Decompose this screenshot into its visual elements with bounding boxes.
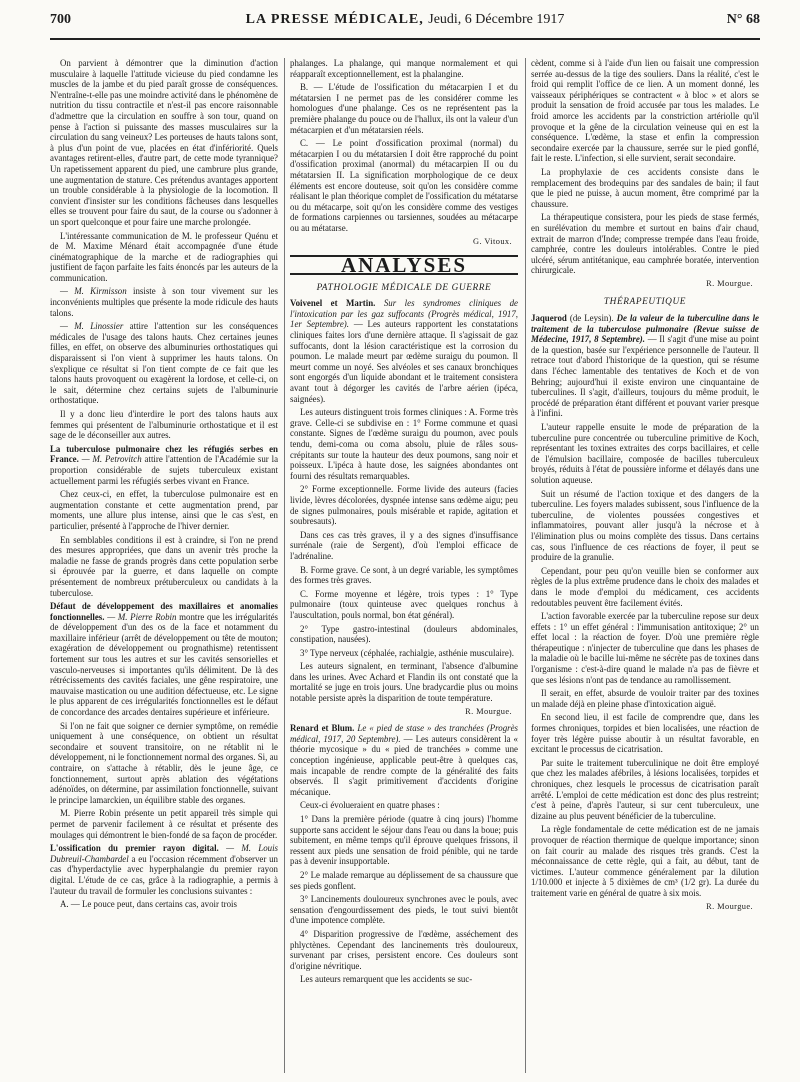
article-reference: Sur les syndromes cliniques de l'intoxication par les gaz suffocants (Progrès médical, 1917, 1er Septembre). [290, 298, 518, 330]
paragraph: Suit un résumé de l'action toxique et des dangers de la tuberculine. Les foyers malades subissent, sous l'influence de la tuberculine, de violentes poussées congestives et inflammatoires, pouvant aller jusqu'à la nécrose et à l'élimination plus ou moins complète des tissus. Dans certains cas, sous l'influence de ces réactions de foyer, il peut se produire de la granulie. [531, 488, 759, 563]
article-reference: De la valeur de la tuberculine dans le traitement de la tuberculose pulmonaire (Revue suisse de Médecine, 1917, 8 Septembre). [531, 313, 759, 345]
paragraph: Chez ceux-ci, en effet, la tuberculose pulmonaire est en augmentation constante et cette augmentation prend, par moments, une allure plus intense, ainsi que le cas s'est, en particulier, présenté à l'approche de l'hiver dernier. [50, 489, 278, 531]
column-2 [290, 58, 518, 1076]
paragraph: C. — Le point d'ossification proximal (normal) du métacarpien I ou du métatarsien I doit être rapproché du point d'ossification proximal (anormal) du métacarpien II ou du métatarsien II. La signification morphologique de ce deux éléments est encore douteuse, soit qu'on les considère comme réalisant le plan théorique complet de l'ossification du métatarse ou du métacarpe, soit qu'on les considère comme des vestiges de formations carpiennes ou tarsiennes, soudées au métacarpe ou au métatarse. [290, 138, 518, 233]
column-divider [525, 58, 526, 1073]
paragraph: L'intéressante communication de M. le professeur Quénu et de M. Maxime Ménard était accompagnée d'une étude cinématographique de la marche et de radiographies qui justifient de façon parfaite les faits énoncés par les auteurs de la communication. [50, 230, 278, 283]
paragraph [50, 444, 278, 486]
speaker-name: — M. Petrovitch [78, 454, 142, 465]
column-1 [50, 58, 278, 1076]
paragraph: 3° Type nerveux (céphalée, rachialgie, asthénie musculaire). [300, 647, 514, 658]
paragraph: 4° Disparition progressive de l'œdème, asséchement des phlyctènes. Cependant des lancinements très douloureux, survenant par crises, persistent encore. Ces douleurs sont d'origine névritique. [290, 928, 518, 971]
paragraph: La thérapeutique consistera, pour les pieds de stase fermés, en surélévation du membre et surtout en bains d'air chaud, extrait de marron d'Inde; compresse trempée dans l'eau froide, camphrée, contre les douleurs intolérables. Contre le pied ulcéré, sérum antitétanique, eau camphrée boratée, intervention chirurgicale. [531, 212, 759, 276]
speaker-name: — M. Louis Dubreuil-Chambardel [50, 843, 278, 864]
paragraph-text: — Les auteurs considèrent la « théorie mycosique » du « pied de tranchées » comme une conception ingénieuse, applicable peut-être à quelques cas, mais incapable de rendre compte de la généralité des faits observés. Il s'agit primitivement d'accidents d'origine mécanique. [290, 733, 518, 797]
paragraph [50, 321, 278, 406]
topic-title: Défaut de développement des maxillaires et anomalies fonctionnelles. [50, 601, 278, 622]
paragraph: M. Pierre Robin présente un petit appareil très simple qui permet de parvenir facilement à ce résultat et présente des moulages qui démontrent le bien-fondé de sa façon de procéder. [50, 808, 278, 840]
paragraph-text: attire l'attention sur les conséquences médicales de l'usage des talons hauts. Chez certaines jeunes filles, en effet, on observe des albuminuries orthostatiques qui disparaissent si l'on vient à supprimer les hauts talons. On s'explique ce résultat si l'on tient compte de ce fait que les talons hauts provoquent ou exagèrent la lordose, et celle-ci, on le sait, détermine chez certains sujets de l'albuminurie orthostatique. [50, 321, 278, 406]
paragraph-text: attire l'attention de l'Académie sur la proportion considérable de sujets tuberculeux existant actuellement parmi les réfugiés serbes vivant en France. [50, 454, 278, 486]
author-signature: R. Mourgue. [706, 901, 753, 911]
paragraph: phalanges. La phalange, qui manque normalement et qui réapparaît exceptionnellement, est la phalangine. [290, 58, 518, 79]
paragraph-text: — Les auteurs rapportent les constatations cliniques faites lors d'une dernière attaque. Il s'agissait de gaz suffocants, dont la lésion caractéristique est la corrosion du poumon. Le malade meurt par œdème suraigu du poumon. Il meurt comme un noyé. Ses alvéoles et ses canaux bronchiques sont engorgés d'un liquide abondant et le traitement consistera avant tout à dégorger les cavités de l'arbre aérien (ipéca, saignées). [290, 319, 518, 404]
page-header [50, 12, 760, 38]
header-rule [50, 38, 760, 40]
column-3 [531, 58, 759, 1076]
article-reference: Le « pied de stase » des tranchées (Progrès médical, 1917, 20 Septembre). [290, 723, 518, 744]
paragraph [290, 298, 518, 404]
paragraph: La prophylaxie de ces accidents consiste dans le remplacement des brodequins par des sandales de bain; il faut que le pied ne puisse, à aucun moment, être comprimé par la chaussure. [531, 166, 759, 209]
subsection-heading: PATHOLOGIE MÉDICALE DE GUERRE [316, 282, 492, 293]
paragraph: C. Forme moyenne et légère, trois types : 1° Type pulmonaire (toux quinteuse avec quelques ronchus à l'auscultation, pouls normal, bon état général). [290, 588, 518, 620]
paragraph: 3° Lancinements douloureux synchrones avec le pouls, avec sensation d'engourdissement des pieds, le tout suivi bientôt d'une impotence complète. [290, 894, 518, 926]
paragraph: Il serait, en effet, absurde de vouloir traiter par des toxines un malade déjà en pleine phase d'intoxication aiguë. [531, 688, 759, 709]
paragraph-text: montre que les irrégularités de développement d'un des os de la face et notamment du maxillaire inférieur (arrêt de développement ou tête de mouton; exagération de développement ou prognathisme) retentissent fortement sur tous les autres et sur les cavités sensorielles et vasculo-nerveuses si importantes qu'ils délimitent. De là des rétrécissements des cavités faciales, une gêne respiratoire, une mauvaise mastication ou une audition défectueuse, etc. Le signe le plus apparent de ces irrégularités fonctionnelles est le défaut de concordance des arcades dentaires supérieure et inférieure. [50, 611, 278, 718]
author-signature: R. Mourgue. [465, 706, 512, 716]
paragraph-text: insiste à son tour vivement sur les inconvénients multiples que présente la mode ridicule des hauts talons. [50, 286, 278, 318]
paragraph: On parvient à démontrer que la diminution d'action musculaire à laquelle l'attitude vicieuse du pied condamne les muscles de la jambe et du pied paraît grosse de conséquences. N'entraîne-t-elle pas une moindre activité dans le phénomène de nutrition du tissu contractile et n'est-il pas encore raisonnable d'admettre que la circulation en souffre à son tour, quand on pense à l'action si puissante des masses musculaires sur la circulation du sang veineux? Les porteuses de hauts talons sont, à plus d'un point de vue, placées en état d'infériorité. Quels avantages retirent-elles, d'autre part, de cette mode tyrannique? Un rapetissement apparent du pied, une cambrure plus grande, une augmentation de stature. Ces prétendus avantages apportent un trouble considérable à la physiologie de la locomotion. Il convient d'insister sur les conditions fâcheuses dans lesquelles elles se trouvent pour faire du saut, de la course ou s'adonner à un sport quelconque et pour faire une marche prolongée. [50, 58, 278, 227]
paragraph: B. Forme grave. Ce sont, à un degré variable, les symptômes des formes très graves. [290, 564, 518, 586]
issue-number: N° 68 [726, 12, 760, 27]
paragraph: Cependant, pour peu qu'on veuille bien se conformer aux règles de la plus extrême prudence dans le choix des malades et dans le mode d'emploi du médicament, ces accidents redoutables peuvent être facilement évités. [531, 565, 759, 608]
paragraph [50, 286, 278, 318]
topic-title: L'ossification du premier rayon digital. [50, 843, 219, 854]
paragraph-text: — Il s'agit d'une mise au point de la question, basée sur l'expérience personnelle de l'auteur. Il retrace tout d'abord l'historique de la question, qui se résume dans l'échec lamentable des tentatives de Koch et de von Behring; aujourd'hui il existe environ une cinquantaine de tuberculines. Il s'agit, d'ailleurs, toujours du même produit, le procédé de préparation étant différent et pouvant varier presque à l'infini. [531, 334, 759, 419]
paragraph [50, 843, 278, 896]
subsection-heading: THÉRAPEUTIQUE [603, 297, 687, 308]
paragraph: En semblables conditions il est à craindre, si l'on ne prend des mesures appropriées, que dans un avenir très proche la maladie ne fasse de grands progrès dans cette population serbe si éprouvée par la guerre, et dans laquelle on compte présentement de nombreux prétuberculeux ou candidats à la tuberculose. [50, 534, 278, 598]
issue-date: Jeudi, 6 Décembre 1917 [428, 12, 565, 27]
paragraph: Par suite le traitement tuberculinique ne doit être employé que chez les malades afébriles, à lésions localisées, torpides et chroniques, chez lesquels le processus de cicatrisation paraît arrêté. L'emploi de cette médication est donc des plus restreint; c'est à peine, d'après l'auteur, si sur cent tuberculeux, une dizaine au plus peuvent bénéficier de la tuberculine. [531, 757, 759, 821]
article-authors: Renard et Blum. [290, 723, 355, 734]
paragraph: 2° Forme exceptionnelle. Forme livide des auteurs (facies livide, lèvres décolorées, dyspnée intense sans œdème aigu; peu de signes pulmonaires, pouls misérable et rapide, agitation et soubresauts). [290, 484, 518, 527]
paragraph: Ceux-ci évolueraient en quatre phases : [300, 800, 440, 811]
speaker-name: — M. Kirmisson [60, 286, 127, 297]
speaker-name: — M. Linossier [60, 321, 124, 332]
article-authors: Jaquerod [531, 313, 567, 324]
paragraph: 2° Type gastro-intestinal (douleurs abdominales, constipation, nausées). [290, 623, 518, 645]
column-divider [284, 58, 285, 1073]
paragraph: 2° Le malade remarque au déplissement de sa chaussure que ses pieds gonflent. [290, 869, 518, 891]
paragraph: Les auteurs remarquent que les accidents se suc- [300, 974, 473, 985]
paragraph: La règle fondamentale de cette médication est de ne jamais provoquer de réaction thermique de quelque importance; sinon on fait courir au malade des risques très grands. C'est la méconnaissance de cette règle, qui a fait, au début, tant de victimes. L'auteur commence généralement par la dilution 1/10.000 et injecte à 5 dixièmes de cm³ (1/2 gr). La durée du traitement varie en général de quatre à six mois. [531, 824, 759, 898]
paragraph: Si l'on ne fait que soigner ce dernier symptôme, on remédie uniquement à une conséquence, on obtient un résultat secondaire et souvent transitoire, on ne rétablit ni le développement, ni le fonctionnement normal des organes. Si, au contraire, on s'attache à rétablir, dès le jeune âge, ce fonctionnement, surtout après ablation des végétations adénoïdes, on détermine, par assimilation fonctionnelle, suivant le principe lamarckien, un équilibre stable des organes. [50, 720, 278, 805]
paragraph [50, 601, 278, 718]
author-signature: R. Mourgue. [706, 278, 753, 288]
author-signature: G. Vitoux. [473, 236, 512, 246]
paragraph: 1° Dans la première période (quatre à cinq jours) l'homme supporte sans accident le séjour dans l'eau ou dans la boue; puis subitement, en même temps qu'il éprouve quelques frissons, il ressent aux pieds une sensation de froid pénible, qui ne tarde pas à devenir insupportable. [290, 814, 518, 867]
topic-title: La tuberculose pulmonaire chez les réfugiés serbes en France. [50, 443, 278, 465]
paragraph-text: a eu l'occasion récemment d'observer un cas d'hyperdactylie avec hyperphalangie du premier rayon digital. L'étude de ce cas, grâce à la radiographie, a permis à l'auteur du travail de formuler les conclusions suivantes : [50, 853, 278, 896]
paragraph: L'action favorable exercée par la tuberculine repose sur deux effets : 1° un effet général : l'immunisation antitoxique; 2° un effet local : la réaction de foyer. D'où une première règle thérapeutique : n'injecter de tuberculine que dans les phases de la maladie où le bacille lui-même ne sécrète pas de toxines dans l'organisme : c'est-à-dire quand le malade n'a pas de fièvre et que ses lésions n'ont pas de tendance au ramollissement. [531, 611, 759, 685]
paragraph: Les auteurs distinguent trois formes cliniques : A. Forme très grave. Celle-ci se subdivise en : 1° Forme commune et quasi constante. Signes de l'œdème suraigu du poumon, avec pouls tendu, demi-coma ou coma absolu, pluie de râles sous-crépitants sur toute la hauteur des deux poumons, sang noir et poisseux. L'ipéca à haute dose, les saignées abondantes ont fourni des résultats remarquables. [290, 407, 518, 481]
author-location: (de Leysin). [566, 313, 614, 324]
paragraph [290, 723, 518, 797]
article-authors: Voivenel et Martin. [290, 298, 376, 309]
section-heading: ANALYSES [290, 255, 518, 275]
paragraph: L'auteur rappelle ensuite le mode de préparation de la tuberculine pure concentrée ou tuberculine primitive de Koch, représentant les toxines extraites des corps bacillaires, et celle de l'émulsion bacillaire, composée de bacilles tuberculeux broyés, réduits à l'état de poussière informe et délayés dans une solution aqueuse. [531, 422, 759, 485]
paragraph [531, 313, 759, 419]
paragraph: Il y a donc lieu d'interdire le port des talons hauts aux femmes qui présentent de l'albuminurie orthostatique et il est sage de le déconseiller aux autres. [50, 409, 278, 441]
paragraph: B. — L'étude de l'ossification du métacarpien I et du métatarsien I ne permet pas de les considérer comme les homologues d'une phalange. Ces os ne représentent pas la première phalange du pouce ou de l'hallux, ils ont la valeur d'un métacarpien et d'un métatarsien réels. [290, 82, 518, 135]
paragraph: A. — Le pouce peut, dans certains cas, avoir trois [60, 899, 237, 910]
paragraph: cèdent, comme si à l'aide d'un lien ou faisait une compression serrée au-dessus de la tige des souliers. Dans la réalité, c'est le froid qui remplit l'office de ce lien. A un moment donné, les vaisseaux périphériques se contractent « à bloc » et alors se produit la sensation de froid accusée par tous les malades. Le froid amorce les accidents par la constriction artériolle qu'il provoque et la gêne de la circulation veineuse qui en est la conséquence. L'œdème, la stase et enfin la compression secondaire exercée par la chaussure, serrée sur le pied gonflé, fait le reste. L'infection, si elle survient, serait secondaire. [531, 58, 759, 164]
paragraph: Dans ces cas très graves, il y a des signes d'insuffisance surrénale (raie de Sergent), d'où l'emploi efficace de l'adrénaline. [290, 529, 518, 561]
paragraph: En second lieu, il est facile de comprendre que, dans les formes chroniques, torpides et bien localisées, une réaction de foyer très légère puisse aboutir à un résultat favorable, en excitant le processus de cicatrisation. [531, 712, 759, 755]
speaker-name: — M. Pierre Robin [104, 611, 177, 622]
page-number: 700 [50, 12, 71, 27]
paragraph: Les auteurs signalent, en terminant, l'absence d'albumine dans les urines. Avec Achard et Flandin ils ont constaté que la mortalité se juge en trois jours. Une bradycardie plus ou moins notable persiste après la disparition de toute température. [290, 661, 518, 704]
journal-title [50, 12, 760, 28]
journal-name: LA PRESSE MÉDICALE, [245, 12, 424, 27]
